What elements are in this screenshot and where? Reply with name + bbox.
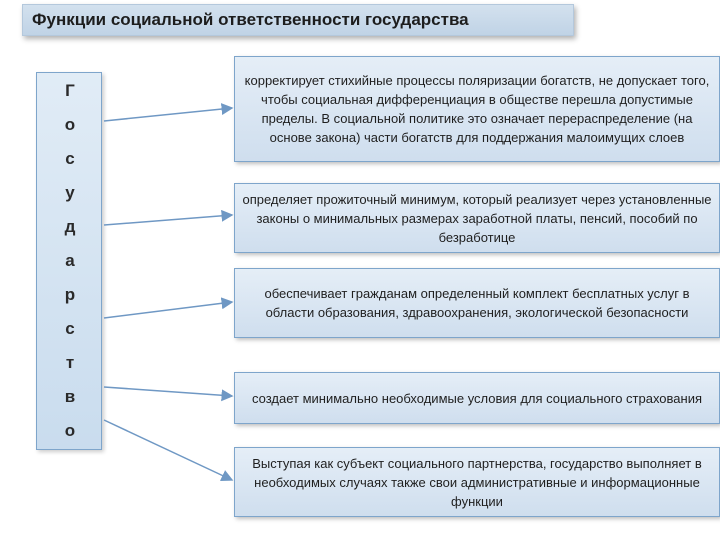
state-letter: о	[64, 115, 76, 134]
function-text: создает минимально необходимые условия для социального страхования	[252, 390, 702, 406]
state-letter: с	[65, 319, 75, 338]
connector-arrow	[104, 420, 232, 480]
state-letter: о	[64, 421, 76, 440]
connector-arrow	[104, 387, 232, 396]
function-box-social-partnership	[234, 447, 720, 517]
state-letter: д	[64, 217, 76, 236]
state-letter: Г	[65, 81, 75, 100]
state-letter: у	[65, 183, 75, 202]
function-box-free-services	[234, 268, 720, 338]
diagram-title: Функции социальной ответственности государства	[22, 4, 574, 36]
function-box-redistribution	[234, 56, 720, 162]
connector-arrow	[104, 215, 232, 225]
function-text: корректирует стихийные процессы поляризации богатств, не допускает того, чтобы социальная дифференциация в обществе перешла допустимые пределы. В социальной политике это означает перераспределение (на основе закона) части богатств для поддержания малоимущих слоев	[244, 73, 710, 145]
connector-arrow	[104, 302, 232, 318]
state-letter: а	[65, 251, 75, 270]
function-box-social-insurance	[234, 372, 720, 424]
connector-arrow	[104, 108, 232, 121]
function-text: обеспечивает гражданам определенный комплект бесплатных услуг в области образования, здравоохранения, экологической безопасности	[264, 286, 690, 320]
state-letter: т	[65, 353, 75, 372]
function-box-subsistence-minimum	[234, 183, 720, 253]
function-text: определяет прожиточный минимум, который реализует через установленные законы о минимальных размерах заработной платы, пенсий, пособий по безработице	[242, 191, 712, 245]
state-letter: с	[65, 149, 75, 168]
state-letter: в	[64, 387, 76, 406]
state-letter: р	[64, 285, 76, 304]
function-text: Выступая как субъект социального партнерства, государство выполняет в необходимых случаях также свои административные и информационные функции	[252, 455, 702, 509]
